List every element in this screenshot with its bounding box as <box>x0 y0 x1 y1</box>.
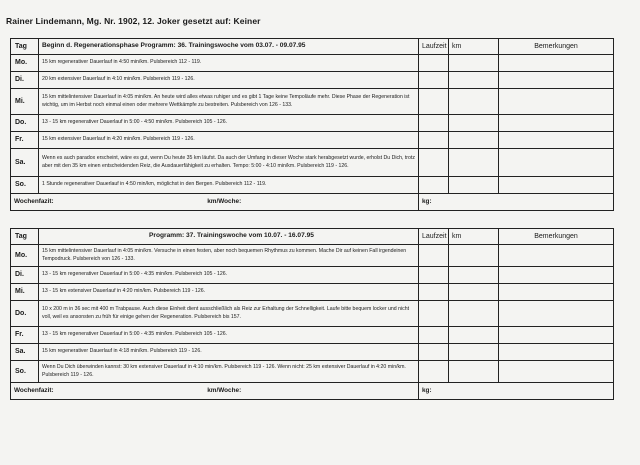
notes-cell[interactable] <box>499 327 614 344</box>
notes-cell[interactable] <box>499 55 614 72</box>
week-header-row <box>11 229 614 245</box>
laufzeit-cell[interactable] <box>419 361 449 383</box>
day-label: Sa. <box>11 344 39 361</box>
km-cell[interactable] <box>449 115 499 132</box>
week-table-37 <box>10 228 614 400</box>
laufzeit-cell[interactable] <box>419 245 449 267</box>
laufzeit-cell[interactable] <box>419 55 449 72</box>
notes-cell[interactable] <box>499 115 614 132</box>
week-footer-row <box>11 194 614 211</box>
km-cell[interactable] <box>449 267 499 284</box>
km-cell[interactable] <box>449 245 499 267</box>
km-cell[interactable] <box>449 149 499 177</box>
day-row <box>11 301 614 327</box>
day-plan: Wenn es auch paradox erscheint, wäre es gut, wenn Du heute 35 km läufst. Da auch der Umfang in dieser Woche stark herabgesetzt wurde, erholst Du Dich, trotz aber mit den 35 km einen entscheidenden Reiz, die Ausdauerfähigkeit zu erhalten. Tempo: 5:00 - 4:10 min/km. Pulsbereich 119 - 126. <box>39 149 419 177</box>
col-notes-label: Bemerkungen <box>499 229 614 245</box>
day-row <box>11 89 614 115</box>
col-day-label: Tag <box>11 229 39 245</box>
laufzeit-cell[interactable] <box>419 301 449 327</box>
day-label: Sa. <box>11 149 39 177</box>
week-title: Beginn d. Regenerationsphase Programm: 36. Trainingswoche vom 03.07. - 09.07.95 <box>39 39 419 55</box>
day-row <box>11 267 614 284</box>
notes-cell[interactable] <box>499 89 614 115</box>
week-summary-cell[interactable] <box>11 194 419 211</box>
day-label: Mo. <box>11 55 39 72</box>
day-row <box>11 344 614 361</box>
notes-cell[interactable] <box>499 301 614 327</box>
week-table-36 <box>10 38 614 211</box>
day-plan: Wenn Du Dich überwinden kannst: 30 km extensiver Dauerlauf in 4:10 min/km. Pulsbereich 119 - 126. Wenn nicht: 25 km extensiver Dauerlauf in 4:20 min/km. Pulsbereich 119 - 126. <box>39 361 419 383</box>
day-row <box>11 149 614 177</box>
page-title: Rainer Lindemann, Mg. Nr. 1902, 12. Joker gesetzt auf: Keiner <box>6 16 261 26</box>
notes-cell[interactable] <box>499 177 614 194</box>
day-label: Do. <box>11 115 39 132</box>
day-row <box>11 115 614 132</box>
day-label: Fr. <box>11 132 39 149</box>
day-plan: 13 - 15 km regenerativer Dauerlauf in 5:00 - 4:50 min/km. Pulsbereich 105 - 126. <box>39 115 419 132</box>
laufzeit-cell[interactable] <box>419 177 449 194</box>
kg-cell[interactable] <box>419 194 614 211</box>
km-cell[interactable] <box>449 344 499 361</box>
day-plan: 13 - 15 km regenerativer Dauerlauf in 5:00 - 4:35 min/km. Pulsbereich 105 - 126. <box>39 327 419 344</box>
day-row <box>11 55 614 72</box>
laufzeit-cell[interactable] <box>419 89 449 115</box>
day-row <box>11 132 614 149</box>
notes-cell[interactable] <box>499 149 614 177</box>
km-cell[interactable] <box>449 177 499 194</box>
day-plan: 13 - 15 km regenerativer Dauerlauf in 5:00 - 4:35 min/km. Pulsbereich 105 - 126. <box>39 267 419 284</box>
day-label: So. <box>11 361 39 383</box>
day-plan: 10 x 200 m in 36 sec mit 400 m Trabpause. Auch diese Einheit dient ausschließlich als Reiz zur Erhaltung der Schnelligkeit. Laufe bitte bequem locker und nicht voll, weil es ansonsten zu früh für einige gehen der Regeneration. Pulsbereich bis 157. <box>39 301 419 327</box>
day-row <box>11 327 614 344</box>
day-plan: 15 km mittelintensiver Dauerlauf in 4:05 min/km. Versuche in einen festen, aber noch bequemen Rhythmus zu kommen. Mache Dir auf keinen Fall irgendeinen Tempodruck. Pulsbereich von 126 - 133. <box>39 245 419 267</box>
laufzeit-cell[interactable] <box>419 132 449 149</box>
km-cell[interactable] <box>449 361 499 383</box>
week-footer-row <box>11 383 614 400</box>
day-label: Fr. <box>11 327 39 344</box>
laufzeit-cell[interactable] <box>419 115 449 132</box>
day-row <box>11 284 614 301</box>
km-cell[interactable] <box>449 132 499 149</box>
notes-cell[interactable] <box>499 267 614 284</box>
day-plan: 15 km regenerativer Dauerlauf in 4:18 min/km. Pulsbereich 119 - 126. <box>39 344 419 361</box>
laufzeit-cell[interactable] <box>419 72 449 89</box>
km-per-week-label: km/Woche: <box>207 386 242 394</box>
kg-label: kg: <box>422 197 432 205</box>
day-plan: 1 Stunde regenerativer Dauerlauf in 4:50 min/km, möglichst in den Bergen. Pulsbereich 112 - 119. <box>39 177 419 194</box>
day-plan: 13 - 15 km extensiver Dauerlauf in 4:20 min/km. Pulsbereich 119 - 126. <box>39 284 419 301</box>
col-day-label: Tag <box>11 39 39 55</box>
week-header-row <box>11 39 614 55</box>
col-laufzeit-label: Laufzeit <box>419 229 449 245</box>
day-label: Do. <box>11 301 39 327</box>
day-label: So. <box>11 177 39 194</box>
week-title: Programm: 37. Trainingswoche vom 10.07. - 16.07.95 <box>39 229 419 245</box>
kg-label: kg: <box>422 386 432 394</box>
col-notes-label: Bemerkungen <box>499 39 614 55</box>
col-laufzeit-label: Laufzeit <box>419 39 449 55</box>
km-per-week-label: km/Woche: <box>207 197 242 205</box>
day-label: Di. <box>11 72 39 89</box>
day-label: Mi. <box>11 89 39 115</box>
notes-cell[interactable] <box>499 132 614 149</box>
km-cell[interactable] <box>449 327 499 344</box>
day-plan: 15 km regenerativer Dauerlauf in 4:50 min/km. Pulsbereich 112 - 119. <box>39 55 419 72</box>
week-summary-label: Wochenfazit: <box>14 197 54 205</box>
day-row <box>11 177 614 194</box>
day-label: Mi. <box>11 284 39 301</box>
laufzeit-cell[interactable] <box>419 149 449 177</box>
km-cell[interactable] <box>449 89 499 115</box>
km-cell[interactable] <box>449 301 499 327</box>
km-cell[interactable] <box>449 72 499 89</box>
notes-cell[interactable] <box>499 245 614 267</box>
day-plan: 15 km extensiver Dauerlauf in 4:20 min/km. Pulsbereich 119 - 126. <box>39 132 419 149</box>
day-plan: 15 km mittelintensiver Dauerlauf in 4:05 min/km. An heute wird alles etwas ruhiger und es gibt 1 Tage keine Tempoläufe mehr. Diese Phase der Regeneration ist wichtig, um im Herbst noch einmal einen oder mehrere Wettkämpfe zu bestreiten. Pulsbereich von 126 - 133. <box>39 89 419 115</box>
notes-cell[interactable] <box>499 344 614 361</box>
col-km-label: km <box>449 229 499 245</box>
day-row <box>11 361 614 383</box>
notes-cell[interactable] <box>499 72 614 89</box>
day-row <box>11 72 614 89</box>
laufzeit-cell[interactable] <box>419 267 449 284</box>
day-plan: 20 km extensiver Dauerlauf in 4:10 min/km. Pulsbereich 119 - 126. <box>39 72 419 89</box>
week-summary-cell[interactable] <box>11 383 419 400</box>
notes-cell[interactable] <box>499 361 614 383</box>
notes-cell[interactable] <box>499 284 614 301</box>
day-label: Di. <box>11 267 39 284</box>
laufzeit-cell[interactable] <box>419 284 449 301</box>
laufzeit-cell[interactable] <box>419 344 449 361</box>
day-row <box>11 245 614 267</box>
km-cell[interactable] <box>449 55 499 72</box>
kg-cell[interactable] <box>419 383 614 400</box>
laufzeit-cell[interactable] <box>419 327 449 344</box>
week-summary-label: Wochenfazit: <box>14 386 54 394</box>
day-label: Mo. <box>11 245 39 267</box>
col-km-label: km <box>449 39 499 55</box>
km-cell[interactable] <box>449 284 499 301</box>
